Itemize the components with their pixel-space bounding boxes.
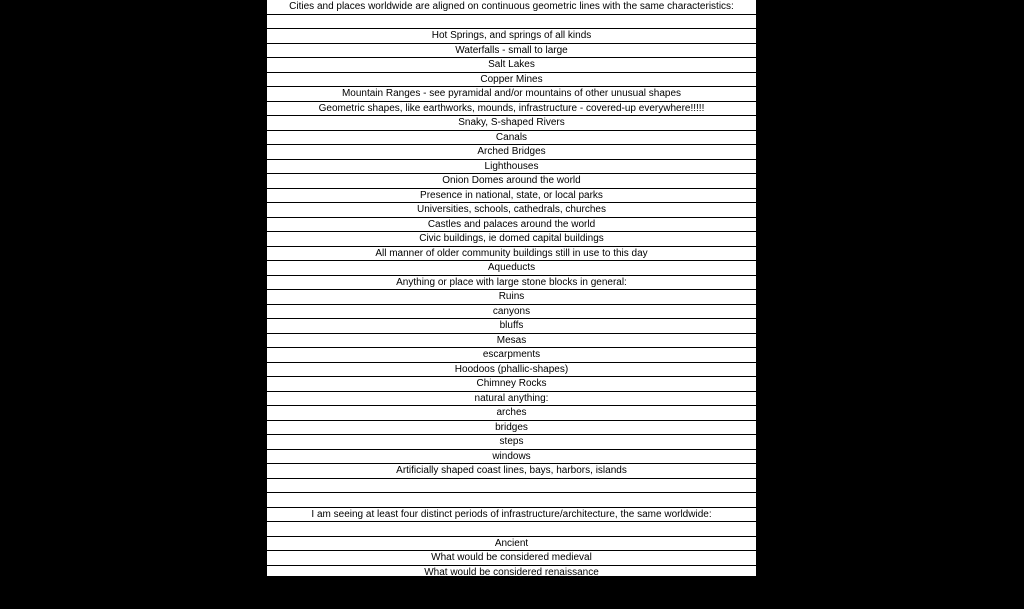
sheet-row: Aqueducts bbox=[267, 261, 756, 276]
sheet-row: What would be considered medieval bbox=[267, 551, 756, 566]
sheet-row-empty bbox=[267, 522, 756, 537]
sheet-row: escarpments bbox=[267, 348, 756, 363]
sheet-row: Ancient bbox=[267, 537, 756, 552]
sheet-row: Copper Mines bbox=[267, 73, 756, 88]
sheet-row: What would be considered renaissance bbox=[267, 566, 756, 581]
sheet-row: What would be considered modern and is still in use bbox=[267, 580, 756, 595]
sheet-row: natural anything: bbox=[267, 392, 756, 407]
sheet-row: Waterfalls - small to large bbox=[267, 44, 756, 59]
sheet-row-empty bbox=[267, 15, 756, 30]
sheet-row: Mountain Ranges - see pyramidal and/or mountains of other unusual shapes bbox=[267, 87, 756, 102]
sheet-row: Anything or place with large stone blocks in general: bbox=[267, 276, 756, 291]
sheet-row: steps bbox=[267, 435, 756, 450]
sheet-row: Canals bbox=[267, 131, 756, 146]
sheet-row: Lighthouses bbox=[267, 160, 756, 175]
sheet-row-empty bbox=[267, 595, 756, 609]
sheet-row: Presence in national, state, or local parks bbox=[267, 189, 756, 204]
sheet-row: Castles and palaces around the world bbox=[267, 218, 756, 233]
sheet-row: canyons bbox=[267, 305, 756, 320]
sheet-row-title: Cities and places worldwide are aligned on continuous geometric lines with the same characteristics: bbox=[267, 0, 756, 15]
sheet-row: Hot Springs, and springs of all kinds bbox=[267, 29, 756, 44]
sheet-row: Universities, schools, cathedrals, churches bbox=[267, 203, 756, 218]
sheet-row: Ruins bbox=[267, 290, 756, 305]
spreadsheet-column bbox=[267, 0, 756, 576]
sheet-row: Onion Domes around the world bbox=[267, 174, 756, 189]
sheet-row-heading: I am seeing at least four distinct periods of infrastructure/architecture, the same worldwide: bbox=[267, 508, 756, 523]
sheet-row-empty bbox=[267, 479, 756, 494]
sheet-row: arches bbox=[267, 406, 756, 421]
sheet-row: Artificially shaped coast lines, bays, harbors, islands bbox=[267, 464, 756, 479]
sheet-row: Snaky, S-shaped Rivers bbox=[267, 116, 756, 131]
sheet-row: windows bbox=[267, 450, 756, 465]
sheet-row: bluffs bbox=[267, 319, 756, 334]
sheet-row-empty bbox=[267, 493, 756, 508]
sheet-row: All manner of older community buildings still in use to this day bbox=[267, 247, 756, 262]
sheet-row: Geometric shapes, like earthworks, mounds, infrastructure - covered-up everywhere!!!!! bbox=[267, 102, 756, 117]
sheet-row: Mesas bbox=[267, 334, 756, 349]
sheet-row: Arched Bridges bbox=[267, 145, 756, 160]
sheet-row: Salt Lakes bbox=[267, 58, 756, 73]
sheet-row: Chimney Rocks bbox=[267, 377, 756, 392]
sheet-row: Hoodoos (phallic-shapes) bbox=[267, 363, 756, 378]
sheet-row: Civic buildings, ie domed capital buildings bbox=[267, 232, 756, 247]
sheet-row: bridges bbox=[267, 421, 756, 436]
